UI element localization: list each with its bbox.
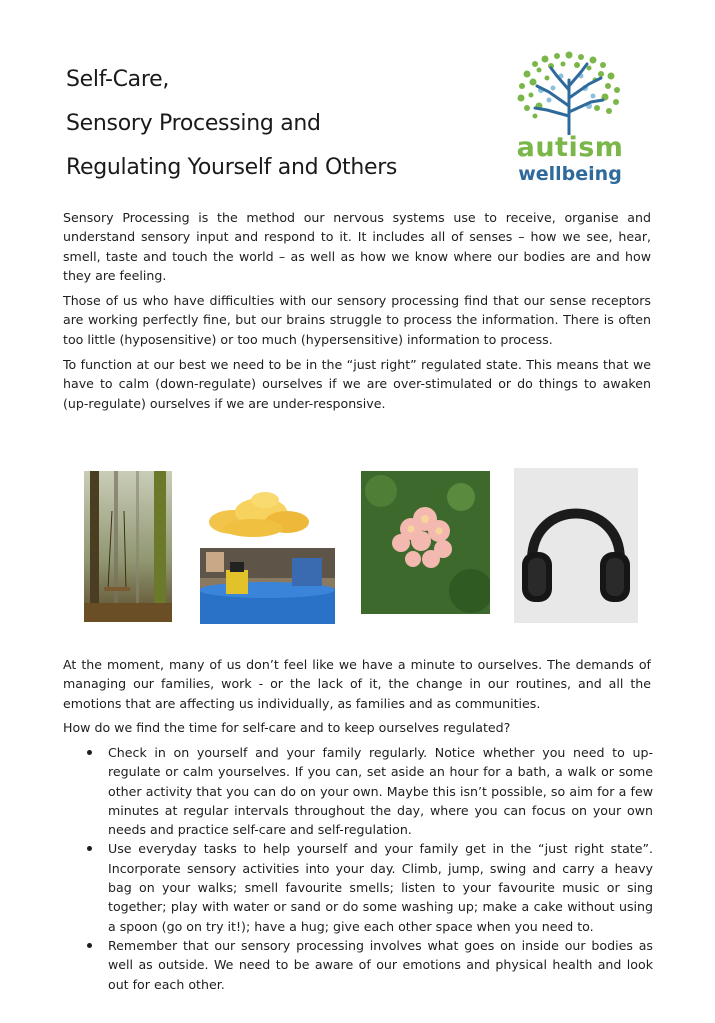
intro-paragraph-3: To function at our best we need to be in the “just right” regulated state. This means that we have to calm (down-regulate) ourselves if we are over-stimulated or do things to awaken (up-regulate) ourselves if we are under-responsive. [63, 357, 651, 411]
bullet-icon [87, 943, 92, 948]
bullet-icon [87, 750, 92, 755]
intro-paragraph-2: Those of us who have difficulties with our sensory processing find that our sense receptors are working perfectly fine, but our brains struggle to process the information. There is often too little (hyposensitive) or too much (hypersensitive) information to process. [63, 293, 651, 347]
autism-wellbeing-logo [505, 50, 637, 185]
bullet-icon [87, 846, 92, 851]
azalea-flowers-photo [361, 471, 490, 614]
logo-text-autism: autism [516, 132, 624, 163]
list-item [63, 936, 653, 994]
tree-icon [505, 50, 637, 135]
body-paragraph-1: At the moment, many of us don’t feel like we have a minute to ourselves. The demands of managing our families, work - or the lack of it, the change in our routines, and all the emotions that are affecting us individually, as families and as communities. [63, 657, 651, 711]
logo-text-wellbeing: wellbeing [518, 163, 622, 185]
page-title [66, 58, 486, 190]
intro-paragraph-1: Sensory Processing is the method our nervous systems use to receive, organise and understand sensory input and respond to it. It includes all of senses – how we see, hear, smell, taste and touch the world – as well as how we know where our bodies are and how they are feeling. [63, 210, 651, 284]
list-item [63, 743, 653, 839]
headphones-photo [514, 468, 638, 623]
list-item-text: Check in on yourself and your family regularly. Notice whether you need to up-regulate or calm yourselves. If you can, set aside an hour for a bath, a walk or some other activity that you can do on your own. Maybe this isn’t possible, so aim for a few minutes at regular intervals throughout the day, where you can focus on your own needs and practice self-care and self-regulation. [108, 745, 653, 838]
body-paragraph-2: How do we find the time for self-care and to keep ourselves regulated? [63, 720, 511, 735]
tips-list [63, 743, 653, 994]
sand-play-photo [200, 548, 335, 624]
crisps-photo [203, 482, 316, 542]
list-item-text: Use everyday tasks to help yourself and your family get in the “just right state”. Incorporate sensory activities into your day. Climb, jump, swing and carry a heavy bag on your walks; smell favourite smells; listen to your favourite music or sing together; play with water or sand or do some washing up; make a cake without using a spoon (go on try it!); have a hug; give each other space when you need to. [108, 841, 653, 934]
list-item-text: Remember that our sensory processing involves what goes on inside our bodies as well as outside. We need to be aware of our emotions and physical health and look out for each other. [108, 937, 653, 992]
title-line-1: Self-Care, [66, 67, 170, 92]
forest-swing-photo [84, 471, 172, 622]
title-line-2: Sensory Processing and [66, 111, 321, 136]
title-line-3: Regulating Yourself and Others [66, 155, 398, 180]
list-item [63, 839, 653, 935]
